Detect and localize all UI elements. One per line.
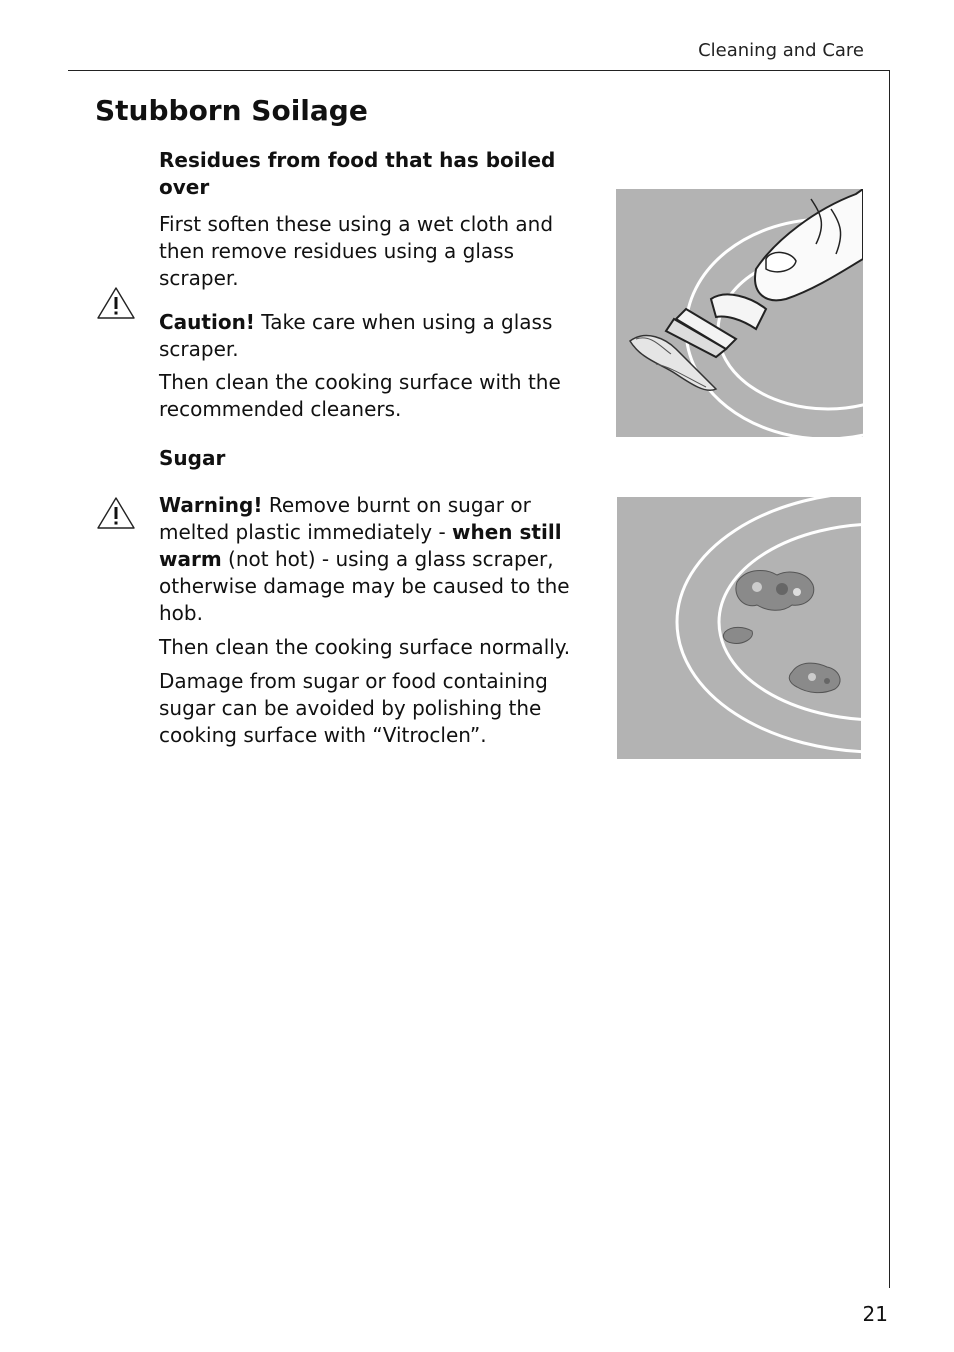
margin-rule: [889, 70, 890, 1288]
warning-label: Warning!: [159, 493, 263, 517]
warning-triangle-icon: [95, 285, 137, 321]
section-boiled-over: [159, 147, 579, 423]
running-header: Cleaning and Care: [698, 40, 864, 61]
page-title: Stubborn Soilage: [95, 94, 368, 127]
sugar-residue-illustration: [617, 497, 861, 759]
paragraph: Damage from sugar or food containing sugar can be avoided by polishing the cooking surface with “Vitroclen”.: [159, 669, 548, 747]
caution-label: Caution!: [159, 310, 255, 334]
caution-paragraph: [159, 309, 579, 363]
warning-paragraph: [159, 492, 579, 627]
warning-text: (not hot) - using a glass scraper, otherwise damage may be caused to the hob.: [159, 547, 570, 625]
warning-emphasis: when still warm: [159, 520, 562, 571]
header-rule: [68, 70, 890, 71]
paragraph: Then clean the cooking surface normally.: [159, 635, 571, 659]
warning-text: Remove burnt on sugar or melted plastic immediately -: [159, 493, 531, 544]
section-heading: Sugar: [159, 446, 226, 470]
paragraph: Then clean the cooking surface with the recommended cleaners.: [159, 370, 561, 421]
section-sugar: [159, 445, 579, 749]
warning-triangle-icon: [95, 495, 137, 531]
page-number: 21: [862, 1302, 888, 1326]
paragraph: First soften these using a wet cloth and then remove residues using a glass scraper.: [159, 212, 554, 290]
scraper-illustration: [616, 189, 863, 437]
caution-text: Take care when using a glass scraper.: [159, 310, 553, 361]
sugar-blob: [736, 571, 814, 611]
section-heading: Residues from food that has boiled over: [159, 148, 556, 199]
